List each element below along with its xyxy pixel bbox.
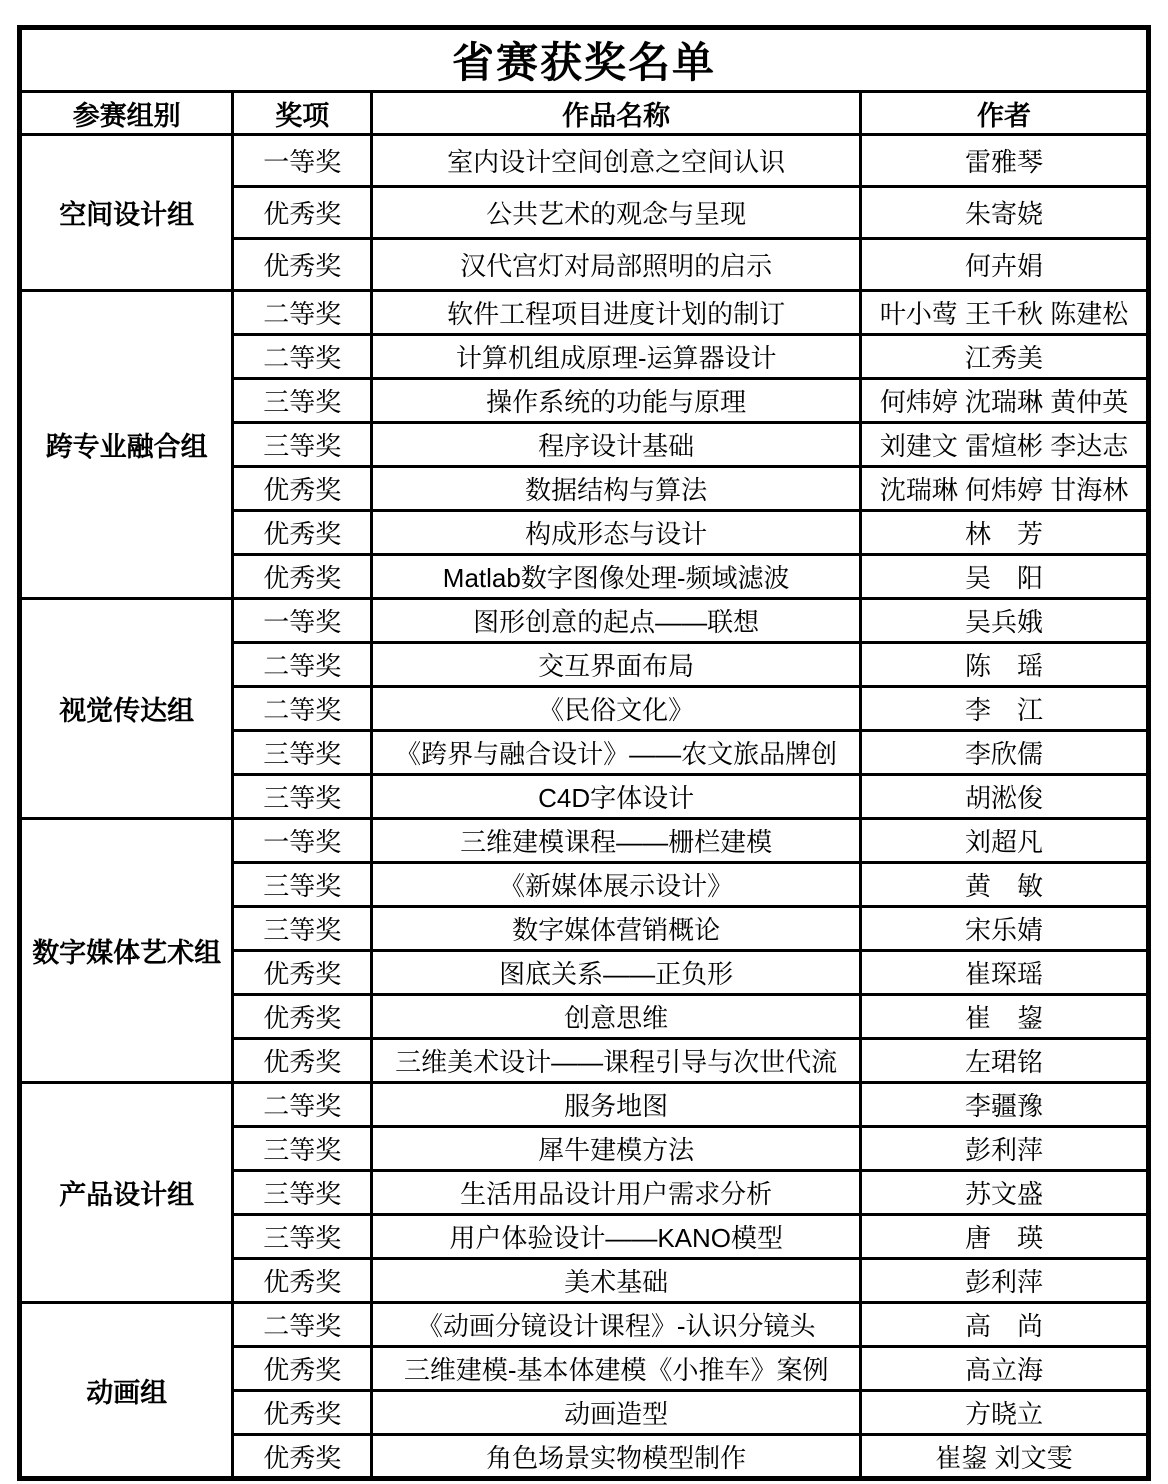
work-cell: 数字媒体营销概论 xyxy=(372,907,861,951)
award-cell: 二等奖 xyxy=(233,1083,372,1127)
author-cell: 朱寄娆 xyxy=(861,187,1149,239)
author-cell: 高立海 xyxy=(861,1347,1149,1391)
award-cell: 二等奖 xyxy=(233,291,372,335)
work-cell: 三维建模课程——栅栏建模 xyxy=(372,819,861,863)
author-cell: 方晓立 xyxy=(861,1391,1149,1435)
author-cell: 崔琛瑶 xyxy=(861,951,1149,995)
author-cell: 刘建文 雷煊彬 李达志 xyxy=(861,423,1149,467)
work-cell: 操作系统的功能与原理 xyxy=(372,379,861,423)
award-cell: 优秀奖 xyxy=(233,467,372,511)
work-cell: 动画造型 xyxy=(372,1391,861,1435)
work-cell: 公共艺术的观念与呈现 xyxy=(372,187,861,239)
work-cell: 生活用品设计用户需求分析 xyxy=(372,1171,861,1215)
author-cell: 李 江 xyxy=(861,687,1149,731)
work-cell: 计算机组成原理-运算器设计 xyxy=(372,335,861,379)
award-cell: 三等奖 xyxy=(233,907,372,951)
group-cell: 数字媒体艺术组 xyxy=(20,819,233,1083)
author-cell: 彭利萍 xyxy=(861,1127,1149,1171)
award-cell: 优秀奖 xyxy=(233,1391,372,1435)
col-header-group: 参赛组别 xyxy=(20,92,233,135)
author-cell: 陈 瑶 xyxy=(861,643,1149,687)
award-cell: 优秀奖 xyxy=(233,239,372,291)
table-row xyxy=(20,1083,1149,1127)
work-cell: 服务地图 xyxy=(372,1083,861,1127)
page-title: 省赛获奖名单 xyxy=(20,28,1149,92)
work-cell: 《动画分镜设计课程》-认识分镜头 xyxy=(372,1303,861,1347)
author-cell: 苏文盛 xyxy=(861,1171,1149,1215)
award-cell: 二等奖 xyxy=(233,643,372,687)
author-cell: 黄 敏 xyxy=(861,863,1149,907)
award-cell: 优秀奖 xyxy=(233,1259,372,1303)
award-cell: 优秀奖 xyxy=(233,511,372,555)
award-cell: 一等奖 xyxy=(233,819,372,863)
author-cell: 江秀美 xyxy=(861,335,1149,379)
work-cell: 创意思维 xyxy=(372,995,861,1039)
author-cell: 唐 瑛 xyxy=(861,1215,1149,1259)
work-cell: 图底关系——正负形 xyxy=(372,951,861,995)
author-cell: 何卉娟 xyxy=(861,239,1149,291)
author-cell: 崔 鋆 xyxy=(861,995,1149,1039)
work-cell: 犀牛建模方法 xyxy=(372,1127,861,1171)
award-cell: 三等奖 xyxy=(233,1215,372,1259)
award-cell: 三等奖 xyxy=(233,863,372,907)
author-cell: 吴 阳 xyxy=(861,555,1149,599)
author-cell: 雷雅琴 xyxy=(861,135,1149,187)
work-cell: 软件工程项目进度计划的制订 xyxy=(372,291,861,335)
author-cell: 高 尚 xyxy=(861,1303,1149,1347)
col-header-award: 奖项 xyxy=(233,92,372,135)
author-cell: 宋乐婧 xyxy=(861,907,1149,951)
title-row xyxy=(20,28,1149,92)
work-cell: 汉代宫灯对局部照明的启示 xyxy=(372,239,861,291)
work-cell: 《民俗文化》 xyxy=(372,687,861,731)
author-cell: 叶小莺 王千秋 陈建松 xyxy=(861,291,1149,335)
author-cell: 李欣儒 xyxy=(861,731,1149,775)
award-cell: 一等奖 xyxy=(233,135,372,187)
table-row xyxy=(20,1303,1149,1347)
award-cell: 优秀奖 xyxy=(233,951,372,995)
work-cell: 三维建模-基本体建模《小推车》案例 xyxy=(372,1347,861,1391)
work-cell: 室内设计空间创意之空间认识 xyxy=(372,135,861,187)
group-cell: 跨专业融合组 xyxy=(20,291,233,599)
author-cell: 彭利萍 xyxy=(861,1259,1149,1303)
award-cell: 优秀奖 xyxy=(233,1039,372,1083)
award-table xyxy=(17,25,1151,1481)
work-cell: 《新媒体展示设计》 xyxy=(372,863,861,907)
group-cell: 动画组 xyxy=(20,1303,233,1479)
author-cell: 崔鋆 刘文雯 xyxy=(861,1435,1149,1479)
award-cell: 三等奖 xyxy=(233,731,372,775)
work-cell: 用户体验设计——KANO模型 xyxy=(372,1215,861,1259)
header-row xyxy=(20,92,1149,135)
author-cell: 李疆豫 xyxy=(861,1083,1149,1127)
work-cell: 三维美术设计——课程引导与次世代流 xyxy=(372,1039,861,1083)
author-cell: 林 芳 xyxy=(861,511,1149,555)
author-cell: 左珺铭 xyxy=(861,1039,1149,1083)
col-header-author: 作者 xyxy=(861,92,1149,135)
award-cell: 优秀奖 xyxy=(233,1347,372,1391)
work-cell: C4D字体设计 xyxy=(372,775,861,819)
award-cell: 三等奖 xyxy=(233,423,372,467)
col-header-work: 作品名称 xyxy=(372,92,861,135)
table-row xyxy=(20,291,1149,335)
author-cell: 沈瑞琳 何炜婷 甘海林 xyxy=(861,467,1149,511)
award-cell: 三等奖 xyxy=(233,775,372,819)
award-cell: 二等奖 xyxy=(233,687,372,731)
award-cell: 优秀奖 xyxy=(233,1435,372,1479)
work-cell: 构成形态与设计 xyxy=(372,511,861,555)
table-row xyxy=(20,819,1149,863)
group-cell: 视觉传达组 xyxy=(20,599,233,819)
author-cell: 何炜婷 沈瑞琳 黄仲英 xyxy=(861,379,1149,423)
work-cell: 角色场景实物模型制作 xyxy=(372,1435,861,1479)
award-cell: 三等奖 xyxy=(233,1127,372,1171)
work-cell: 程序设计基础 xyxy=(372,423,861,467)
award-cell: 二等奖 xyxy=(233,1303,372,1347)
work-cell: 交互界面布局 xyxy=(372,643,861,687)
group-cell: 空间设计组 xyxy=(20,135,233,291)
award-cell: 优秀奖 xyxy=(233,995,372,1039)
award-cell: 三等奖 xyxy=(233,379,372,423)
award-cell: 优秀奖 xyxy=(233,555,372,599)
work-cell: 数据结构与算法 xyxy=(372,467,861,511)
work-cell: 美术基础 xyxy=(372,1259,861,1303)
work-cell: 《跨界与融合设计》——农文旅品牌创 xyxy=(372,731,861,775)
award-cell: 一等奖 xyxy=(233,599,372,643)
award-cell: 优秀奖 xyxy=(233,187,372,239)
author-cell: 吴兵娥 xyxy=(861,599,1149,643)
author-cell: 刘超凡 xyxy=(861,819,1149,863)
table-row xyxy=(20,599,1149,643)
award-cell: 三等奖 xyxy=(233,1171,372,1215)
work-cell: Matlab数字图像处理-频域滤波 xyxy=(372,555,861,599)
work-cell: 图形创意的起点——联想 xyxy=(372,599,861,643)
group-cell: 产品设计组 xyxy=(20,1083,233,1303)
award-cell: 二等奖 xyxy=(233,335,372,379)
author-cell: 胡淞俊 xyxy=(861,775,1149,819)
table-row xyxy=(20,135,1149,187)
